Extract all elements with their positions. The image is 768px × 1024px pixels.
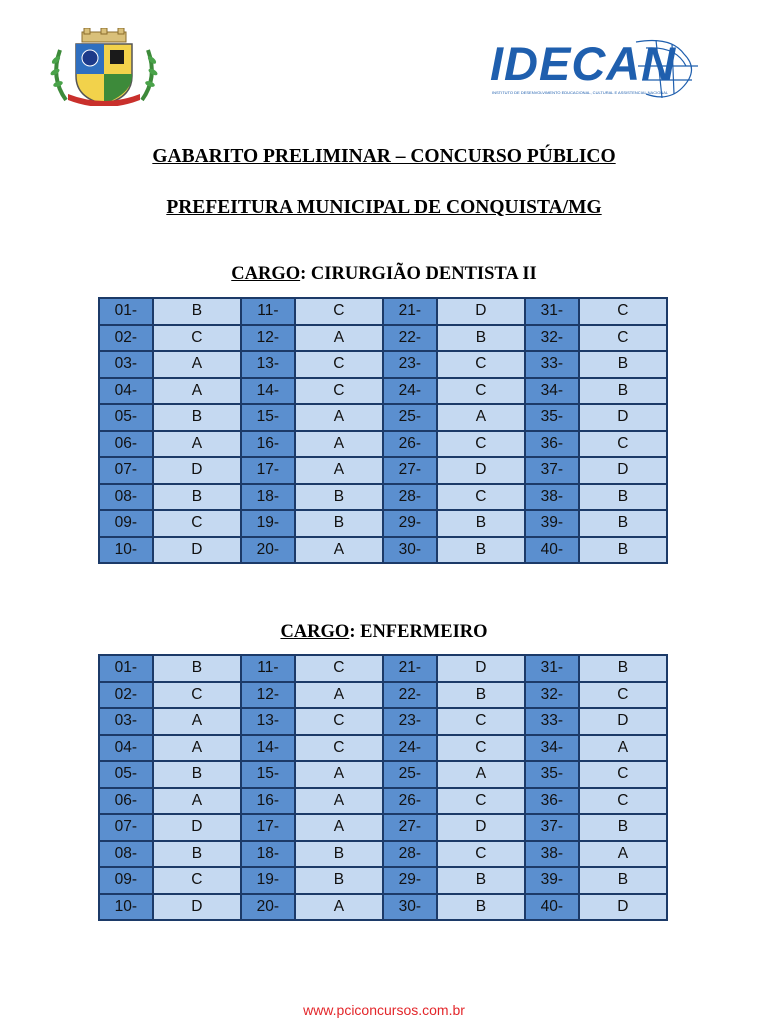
question-number-cell: 33-	[526, 709, 578, 734]
answer-cell: D	[154, 815, 240, 840]
answer-cell: C	[438, 789, 524, 814]
cargo-label: CARGO	[231, 264, 301, 284]
answer-cell: C	[438, 379, 524, 404]
question-number-cell: 04-	[100, 736, 152, 761]
question-number-cell: 07-	[100, 815, 152, 840]
answer-cell: C	[154, 683, 240, 708]
answer-cell: C	[296, 379, 382, 404]
question-number-cell: 07-	[100, 458, 152, 483]
question-number-cell: 14-	[242, 736, 294, 761]
answer-cell: A	[154, 352, 240, 377]
answer-cell: A	[438, 405, 524, 430]
answer-cell: B	[296, 842, 382, 867]
answer-cell: A	[154, 379, 240, 404]
question-number-cell: 12-	[242, 683, 294, 708]
question-number-cell: 21-	[384, 299, 436, 324]
question-number-cell: 37-	[526, 815, 578, 840]
table-row	[100, 511, 666, 536]
question-number-cell: 32-	[526, 326, 578, 351]
answer-cell: B	[580, 485, 666, 510]
table-row	[100, 868, 666, 893]
question-number-cell: 34-	[526, 379, 578, 404]
answer-cell: C	[154, 326, 240, 351]
table-row	[100, 815, 666, 840]
question-number-cell: 36-	[526, 789, 578, 814]
table-row	[100, 432, 666, 457]
answer-cell: D	[580, 709, 666, 734]
cargo-label: CARGO	[280, 622, 350, 642]
answer-cell: C	[580, 683, 666, 708]
answer-cell: C	[580, 762, 666, 787]
question-number-cell: 34-	[526, 736, 578, 761]
table-row	[100, 789, 666, 814]
answer-cell: B	[296, 485, 382, 510]
answer-cell: B	[438, 511, 524, 536]
answer-cell: C	[296, 352, 382, 377]
cargo-heading-1	[0, 264, 768, 285]
answer-cell: C	[438, 352, 524, 377]
question-number-cell: 31-	[526, 656, 578, 681]
question-number-cell: 24-	[384, 736, 436, 761]
answer-cell: A	[296, 326, 382, 351]
table-row	[100, 842, 666, 867]
answer-cell: B	[438, 683, 524, 708]
question-number-cell: 35-	[526, 762, 578, 787]
question-number-cell: 26-	[384, 789, 436, 814]
answer-cell: C	[438, 485, 524, 510]
question-number-cell: 22-	[384, 683, 436, 708]
answer-cell: C	[296, 299, 382, 324]
table-row	[100, 736, 666, 761]
answer-cell: C	[580, 432, 666, 457]
answer-cell: A	[296, 789, 382, 814]
idecan-subtitle: INSTITUTO DE DESENVOLVIMENTO EDUCACIONAL, CULTURAL E ASSISTENCIAL NACIONAL	[492, 90, 669, 95]
question-number-cell: 11-	[242, 299, 294, 324]
answer-cell: A	[296, 815, 382, 840]
question-number-cell: 19-	[242, 868, 294, 893]
answer-key-table-2	[98, 654, 668, 921]
answer-cell: B	[438, 868, 524, 893]
question-number-cell: 28-	[384, 842, 436, 867]
table-row	[100, 683, 666, 708]
table-row	[100, 405, 666, 430]
question-number-cell: 02-	[100, 683, 152, 708]
answer-cell: A	[296, 683, 382, 708]
answer-cell: A	[154, 789, 240, 814]
answer-cell: D	[438, 299, 524, 324]
question-number-cell: 13-	[242, 352, 294, 377]
answer-cell: A	[154, 709, 240, 734]
footer-url[interactable]: www.pciconcursos.com.br	[303, 1002, 465, 1018]
answer-cell: D	[580, 405, 666, 430]
question-number-cell: 30-	[384, 538, 436, 563]
idecan-logo	[486, 36, 726, 108]
question-number-cell: 15-	[242, 762, 294, 787]
answer-cell: C	[438, 842, 524, 867]
answer-cell: A	[580, 736, 666, 761]
answer-cell: B	[154, 656, 240, 681]
question-number-cell: 20-	[242, 895, 294, 920]
answer-cell: B	[154, 485, 240, 510]
answer-cell: C	[580, 789, 666, 814]
question-number-cell: 08-	[100, 842, 152, 867]
answer-cell: A	[580, 842, 666, 867]
question-number-cell: 39-	[526, 868, 578, 893]
answer-cell: A	[296, 458, 382, 483]
question-number-cell: 09-	[100, 511, 152, 536]
answer-cell: A	[154, 736, 240, 761]
question-number-cell: 09-	[100, 868, 152, 893]
table-row	[100, 656, 666, 681]
answer-cell: C	[296, 656, 382, 681]
table-row	[100, 352, 666, 377]
answer-cell: A	[296, 538, 382, 563]
answer-cell: B	[438, 538, 524, 563]
cargo-value: : CIRURGIÃO DENTISTA II	[300, 264, 537, 284]
question-number-cell: 19-	[242, 511, 294, 536]
question-number-cell: 14-	[242, 379, 294, 404]
answer-cell: B	[154, 299, 240, 324]
answer-cell: B	[438, 326, 524, 351]
answer-cell: C	[296, 736, 382, 761]
answer-cell: C	[438, 709, 524, 734]
question-number-cell: 33-	[526, 352, 578, 377]
question-number-cell: 10-	[100, 538, 152, 563]
question-number-cell: 01-	[100, 656, 152, 681]
question-number-cell: 16-	[242, 789, 294, 814]
answer-cell: A	[438, 762, 524, 787]
question-number-cell: 38-	[526, 842, 578, 867]
cargo-heading-2	[0, 622, 768, 643]
question-number-cell: 26-	[384, 432, 436, 457]
question-number-cell: 17-	[242, 458, 294, 483]
answer-cell: D	[154, 538, 240, 563]
question-number-cell: 20-	[242, 538, 294, 563]
question-number-cell: 38-	[526, 485, 578, 510]
answer-cell: B	[154, 405, 240, 430]
answer-cell: D	[154, 895, 240, 920]
answer-cell: B	[580, 352, 666, 377]
question-number-cell: 15-	[242, 405, 294, 430]
question-number-cell: 37-	[526, 458, 578, 483]
answer-cell: A	[296, 762, 382, 787]
question-number-cell: 30-	[384, 895, 436, 920]
answer-cell: B	[296, 511, 382, 536]
question-number-cell: 03-	[100, 709, 152, 734]
question-number-cell: 18-	[242, 842, 294, 867]
answer-cell: B	[296, 868, 382, 893]
answer-cell: B	[438, 895, 524, 920]
answer-cell: C	[580, 299, 666, 324]
answer-cell: A	[296, 432, 382, 457]
answer-cell: C	[438, 736, 524, 761]
answer-cell: A	[296, 405, 382, 430]
question-number-cell: 05-	[100, 762, 152, 787]
question-number-cell: 02-	[100, 326, 152, 351]
question-number-cell: 13-	[242, 709, 294, 734]
question-number-cell: 21-	[384, 656, 436, 681]
question-number-cell: 04-	[100, 379, 152, 404]
question-number-cell: 23-	[384, 352, 436, 377]
answer-cell: B	[154, 842, 240, 867]
answer-cell: B	[580, 815, 666, 840]
question-number-cell: 32-	[526, 683, 578, 708]
question-number-cell: 05-	[100, 405, 152, 430]
question-number-cell: 11-	[242, 656, 294, 681]
table-row	[100, 709, 666, 734]
question-number-cell: 29-	[384, 511, 436, 536]
answer-cell: D	[580, 895, 666, 920]
table-row	[100, 485, 666, 510]
answer-cell: A	[296, 895, 382, 920]
answer-key-table-1	[98, 297, 668, 564]
table-row	[100, 538, 666, 563]
question-number-cell: 03-	[100, 352, 152, 377]
question-number-cell: 01-	[100, 299, 152, 324]
question-number-cell: 10-	[100, 895, 152, 920]
question-number-cell: 35-	[526, 405, 578, 430]
question-number-cell: 06-	[100, 432, 152, 457]
question-number-cell: 40-	[526, 538, 578, 563]
answer-cell: D	[438, 815, 524, 840]
question-number-cell: 31-	[526, 299, 578, 324]
page-subtitle: PREFEITURA MUNICIPAL DE CONQUISTA/MG	[166, 197, 602, 218]
question-number-cell: 27-	[384, 458, 436, 483]
question-number-cell: 12-	[242, 326, 294, 351]
question-number-cell: 29-	[384, 868, 436, 893]
cargo-value: : ENFERMEIRO	[349, 622, 488, 642]
table-row	[100, 379, 666, 404]
question-number-cell: 08-	[100, 485, 152, 510]
answer-cell: C	[154, 511, 240, 536]
answer-cell: B	[154, 762, 240, 787]
table-row	[100, 762, 666, 787]
question-number-cell: 36-	[526, 432, 578, 457]
idecan-wordmark: IDECAN	[490, 37, 677, 90]
question-number-cell: 22-	[384, 326, 436, 351]
table-row	[100, 326, 666, 351]
question-number-cell: 25-	[384, 405, 436, 430]
answer-cell: B	[580, 511, 666, 536]
answer-cell: C	[296, 709, 382, 734]
answer-cell: D	[438, 656, 524, 681]
question-number-cell: 25-	[384, 762, 436, 787]
answer-cell: C	[154, 868, 240, 893]
table-row	[100, 458, 666, 483]
page-title: GABARITO PRELIMINAR – CONCURSO PÚBLICO	[152, 146, 616, 167]
table-row	[100, 895, 666, 920]
answer-cell: B	[580, 656, 666, 681]
answer-cell: B	[580, 868, 666, 893]
answer-cell: A	[154, 432, 240, 457]
question-number-cell: 39-	[526, 511, 578, 536]
answer-cell: B	[580, 379, 666, 404]
question-number-cell: 23-	[384, 709, 436, 734]
question-number-cell: 24-	[384, 379, 436, 404]
answer-cell: C	[438, 432, 524, 457]
answer-cell: D	[154, 458, 240, 483]
question-number-cell: 40-	[526, 895, 578, 920]
question-number-cell: 06-	[100, 789, 152, 814]
answer-cell: D	[580, 458, 666, 483]
question-number-cell: 18-	[242, 485, 294, 510]
answer-cell: D	[438, 458, 524, 483]
question-number-cell: 16-	[242, 432, 294, 457]
table-row	[100, 299, 666, 324]
answer-cell: B	[580, 538, 666, 563]
question-number-cell: 28-	[384, 485, 436, 510]
question-number-cell: 27-	[384, 815, 436, 840]
question-number-cell: 17-	[242, 815, 294, 840]
municipal-crest-logo	[46, 28, 162, 106]
answer-cell: C	[580, 326, 666, 351]
